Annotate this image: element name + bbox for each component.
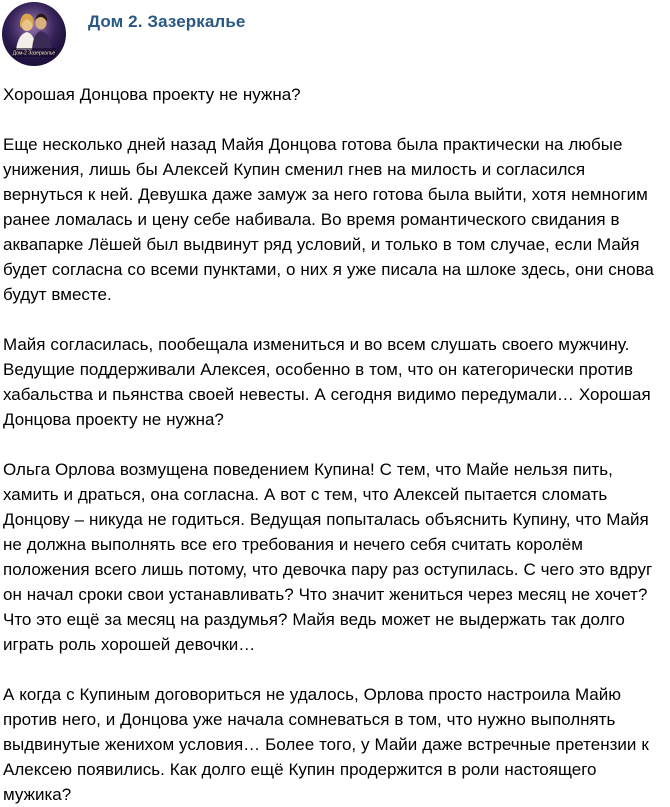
- post-title: Хорошая Донцова проекту не нужна?: [3, 85, 301, 104]
- post-paragraph: Еще несколько дней назад Майя Донцова готова была практически на любые унижения, лишь бы Алексей Купин сменил гнев на милость и согласился вернуться к ней. Девушка даже замуж за него готова была выйти, хотя немногим ранее ломалась и цену себе набивала. Во время романтического свидания в аквапарке Лёшей был выдвинут ряд условий, и только в том случае, если Майя будет согласна со всеми пунктами, о них я уже писала на шлоке здесь, они снова будут вместе.: [3, 135, 654, 304]
- svg-text:Дом-2 Зазеркалье: Дом-2 Зазеркалье: [12, 50, 56, 57]
- post-body: [3, 82, 667, 807]
- avatar[interactable]: [2, 2, 66, 66]
- post-header: [2, 2, 245, 66]
- post-paragraph: Майя согласилась, пообещала измениться и во всем слушать своего мужчину. Ведущие поддерживали Алексея, особенно в том, что он категорически против хабальства и пьянства своей невесты. А сегодня видимо передумали… Хорошая Донцова проекту не нужна?: [3, 335, 651, 429]
- community-avatar-icon: [2, 2, 66, 66]
- post-paragraph: Ольга Орлова возмущена поведением Купина! С тем, что Майе нельзя пить, хамить и драться, она согласна. А вот с тем, что Алексей пытается сломать Донцову – никуда не годиться. Ведущая попыталась объяснить Купину, что Майя не должна выполнять все его требования и нечего себя считать королём положения всего лишь потому, что девочка пару раз оступилась. С чего это вдруг он начал сроки свои устанавливать? Что значит жениться через месяц не хочет? Что это ещё за месяц на раздумья? Майя ведь может не выдержать так долго играть роль хорошей девочки…: [3, 460, 653, 654]
- author-name-link[interactable]: Дом 2. Зазеркалье: [88, 12, 246, 31]
- post-paragraph: А когда с Купиным договориться не удалось, Орлова просто настроила Майю против него, и Донцова уже начала сомневаться в том, что нужно выполнять выдвинутые женихом условия… Более того, у Майи даже встречные претензии к Алексею появились. Как долго ещё Купин продержится в роли настоящего мужика?: [3, 685, 649, 804]
